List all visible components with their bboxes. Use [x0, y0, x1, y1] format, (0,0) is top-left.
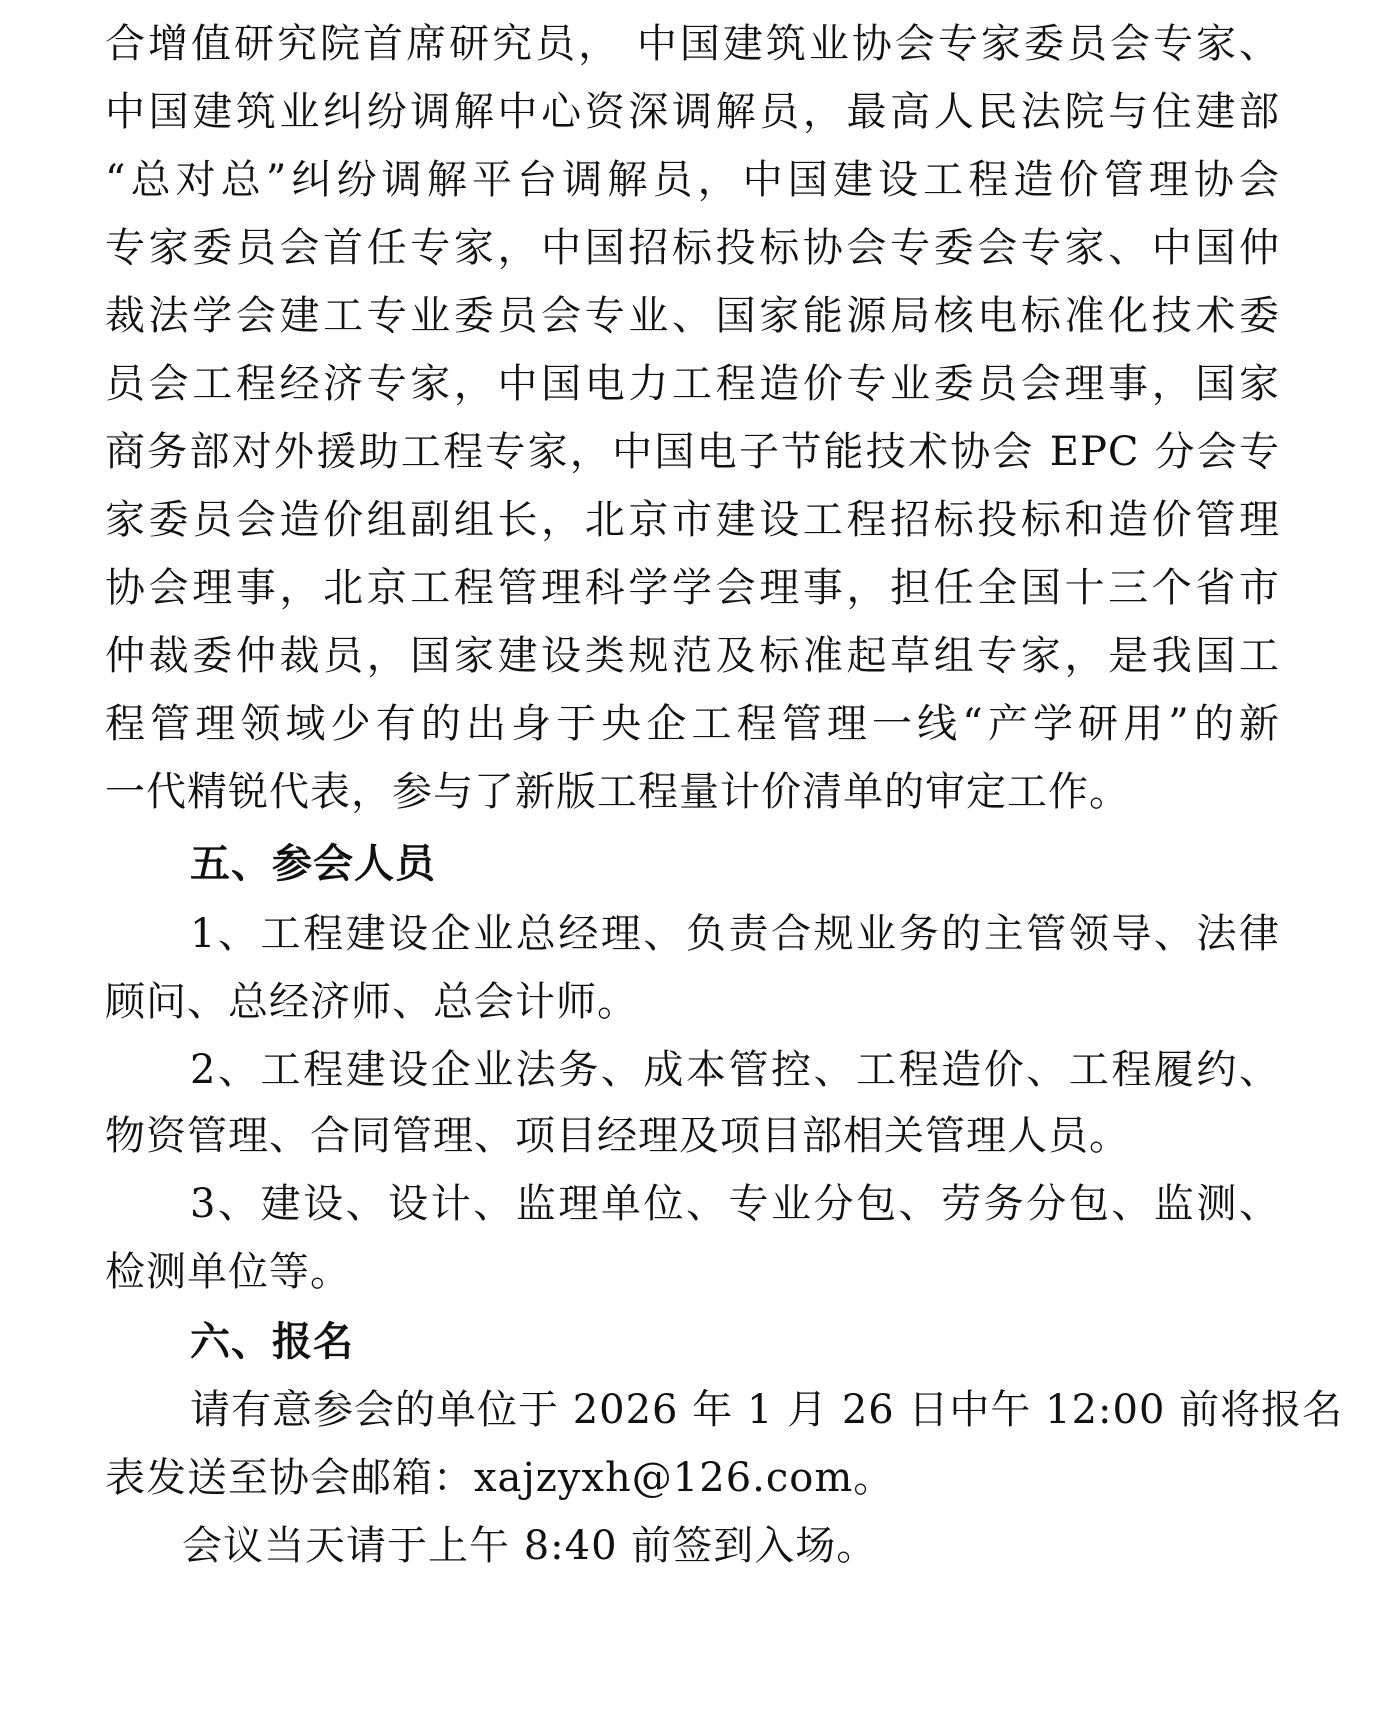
checkin-note: 会议当天请于上午 8:40 前签到入场。 — [182, 1523, 878, 1569]
registration-para-line-1: 请有意参会的单位于 2026 年 1 月 26 日中午 12:00 前将报名 — [190, 1387, 1344, 1433]
intro-line-5: 裁法学会建工专业委员会专业、国家能源局核电标准化技术委 — [105, 293, 1280, 339]
attendee-item-3-line-2: 检测单位等。 — [105, 1249, 351, 1295]
intro-line-1: 合增值研究院首席研究员， 中国建筑业协会专家委员会专家、 — [105, 21, 1280, 67]
intro-line-7: 商务部对外援助工程专家，中国电子节能技术协会 EPC 分会专 — [105, 429, 1280, 475]
attendee-item-1-line-2: 顾问、总经济师、总会计师。 — [105, 979, 638, 1025]
registration-para-line-2: 表发送至协会邮箱：xajzyxh@126.com。 — [105, 1455, 895, 1501]
intro-line-3: “总对总”纠纷调解平台调解员，中国建设工程造价管理协会 — [105, 157, 1280, 203]
intro-line-10: 仲裁委仲裁员，国家建设类规范及标准起草组专家，是我国工 — [105, 633, 1280, 679]
intro-line-11: 程管理领域少有的出身于央企工程管理一线“产学研用”的新 — [105, 701, 1280, 747]
intro-line-8: 家委员会造价组副组长，北京市建设工程招标投标和造价管理 — [105, 497, 1280, 543]
intro-line-6: 员会工程经济专家，中国电力工程造价专业委员会理事，国家 — [105, 361, 1280, 407]
intro-line-4: 专家委员会首任专家，中国招标投标协会专委会专家、中国仲 — [105, 225, 1280, 271]
intro-line-12: 一代精锐代表，参与了新版工程量计价清单的审定工作。 — [105, 769, 1130, 815]
attendee-item-2-line-2: 物资管理、合同管理、项目经理及项目部相关管理人员。 — [105, 1113, 1130, 1159]
intro-line-2: 中国建筑业纠纷调解中心资深调解员，最高人民法院与住建部 — [105, 89, 1280, 135]
attendee-item-3-line-1: 3、建设、设计、监理单位、专业分包、劳务分包、监测、 — [190, 1181, 1280, 1227]
attendee-item-2-line-1: 2、工程建设企业法务、成本管控、工程造价、工程履约、 — [190, 1047, 1280, 1093]
section-heading-registration: 六、报名 — [190, 1319, 354, 1365]
attendee-item-1-line-1: 1、工程建设企业总经理、负责合规业务的主管领导、法律 — [190, 911, 1280, 957]
section-heading-attendees: 五、参会人员 — [190, 841, 436, 887]
intro-line-9: 协会理事，北京工程管理科学学会理事，担任全国十三个省市 — [105, 565, 1280, 611]
